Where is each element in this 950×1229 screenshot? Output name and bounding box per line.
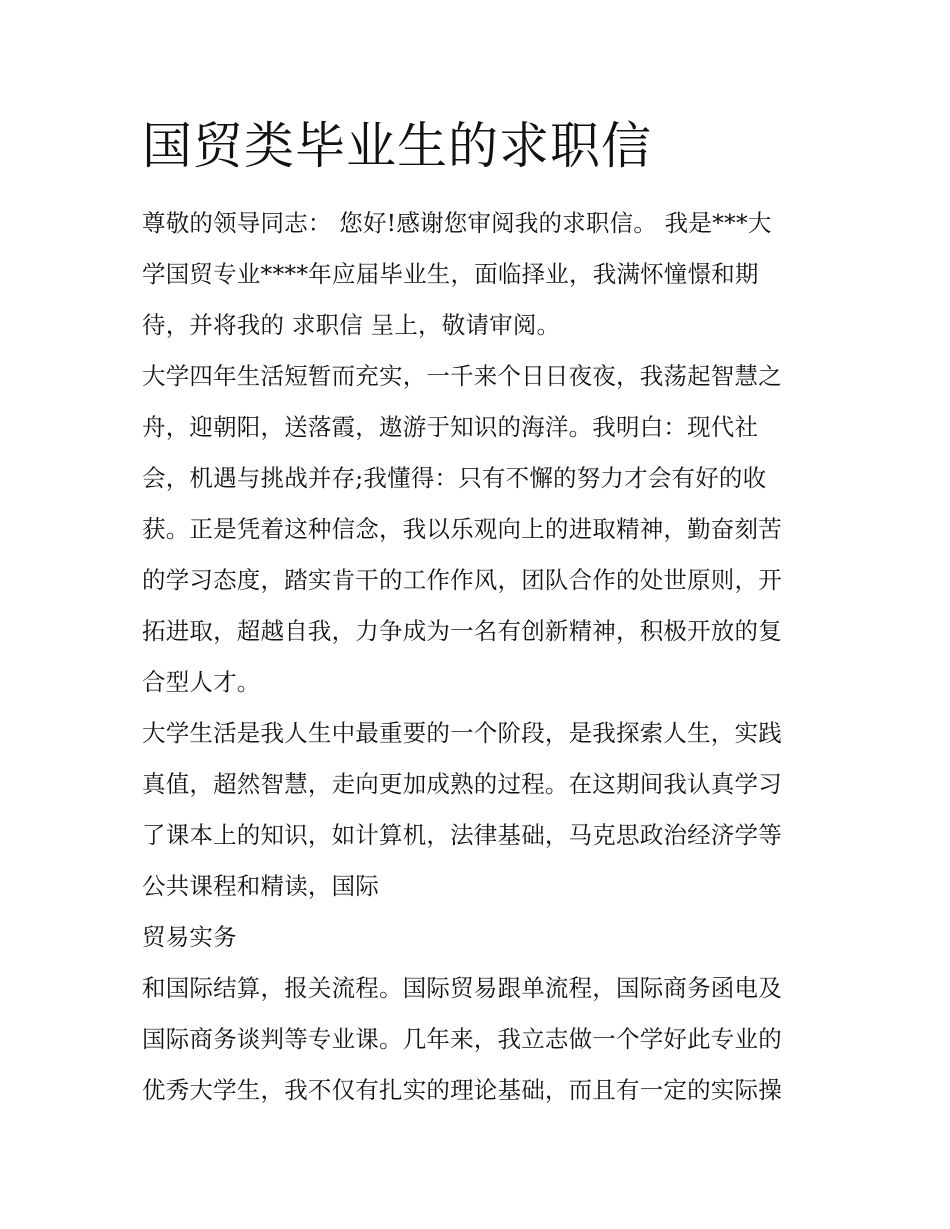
document-title: 国贸类毕业生的求职信 (142, 117, 652, 175)
text-line: 贸易实务 (142, 923, 237, 951)
text-line: 拓进取，超越自我，力争成为一名有创新精神，积极开放的复 (142, 617, 782, 645)
text-line: 真值，超然智慧，走向更加成熟的过程。在这期间我认真学习 (142, 770, 782, 798)
text-line: 大学四年生活短暂而充实，一千来个日日夜夜，我荡起智慧之 (142, 362, 782, 390)
text-line: 优秀大学生，我不仅有扎实的理论基础，而且有一定的实际操 (142, 1076, 782, 1104)
text-line: 待，并将我的 求职信 呈上，敬请审阅。 (142, 311, 561, 339)
text-line: 了课本上的知识，如计算机，法律基础，马克思政治经济学等 (142, 821, 782, 849)
text-line: 学国贸专业****年应届毕业生，面临择业，我满怀憧憬和期 (142, 260, 759, 288)
text-line: 获。正是凭着这种信念，我以乐观向上的进取精神，勤奋刻苦 (142, 515, 782, 543)
text-line: 公共课程和精读，国际 (142, 872, 379, 900)
text-line: 国际商务谈判等专业课。几年来，我立志做一个学好此专业的 (142, 1025, 782, 1053)
text-line: 合型人才。 (142, 668, 261, 696)
text-line: 大学生活是我人生中最重要的一个阶段，是我探索人生，实践 (142, 719, 782, 747)
text-line: 尊敬的领导同志： 您好!感谢您审阅我的求职信。 我是***大 (142, 209, 772, 237)
text-line: 和国际结算，报关流程。国际贸易跟单流程，国际商务函电及 (142, 974, 782, 1002)
letter-body (142, 198, 822, 1116)
text-line: 会，机遇与挑战并存;我懂得：只有不懈的努力才会有好的收 (142, 464, 767, 492)
text-line: 舟，迎朝阳，送落霞，遨游于知识的海洋。我明白：现代社 (142, 413, 759, 441)
text-line: 的学习态度，踏实肯干的工作作风，团队合作的处世原则，开 (142, 566, 782, 594)
